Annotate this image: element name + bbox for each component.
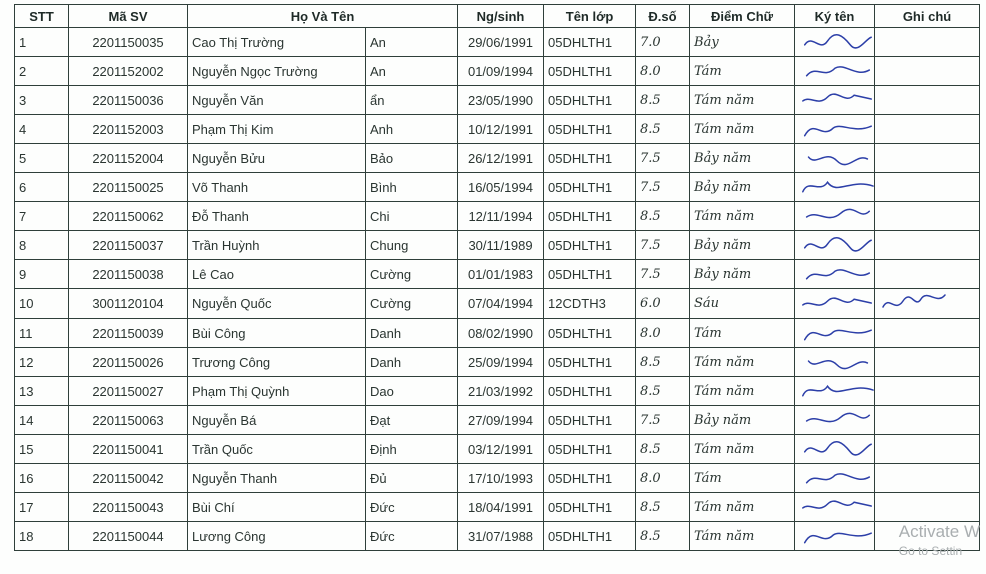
row-score: 8.5 bbox=[636, 522, 690, 551]
row-note bbox=[875, 144, 980, 173]
row-signature bbox=[795, 260, 875, 289]
row-note bbox=[875, 377, 980, 406]
row-given-name: Bảo bbox=[366, 144, 458, 173]
row-score: 8.5 bbox=[636, 493, 690, 522]
row-signature bbox=[795, 202, 875, 231]
row-score: 8.5 bbox=[636, 115, 690, 144]
signature-scribble-icon bbox=[799, 436, 875, 462]
row-score: 8.5 bbox=[636, 202, 690, 231]
roster-body bbox=[15, 28, 980, 551]
row-dob: 01/09/1994 bbox=[458, 57, 544, 86]
row-score-words: Tám năm bbox=[690, 377, 795, 406]
table-row bbox=[15, 144, 980, 173]
row-signature bbox=[795, 86, 875, 115]
row-signature bbox=[795, 144, 875, 173]
row-score: 8.0 bbox=[636, 319, 690, 348]
row-note bbox=[875, 319, 980, 348]
row-family-name: Trần Huỳnh bbox=[188, 231, 366, 260]
row-student-id: 2201152003 bbox=[69, 115, 188, 144]
row-stt: 18 bbox=[15, 522, 69, 551]
row-family-name: Lê Cao bbox=[188, 260, 366, 289]
row-student-id: 2201150044 bbox=[69, 522, 188, 551]
row-given-name: Đức bbox=[366, 522, 458, 551]
header-score: Đ.số bbox=[636, 5, 690, 28]
watermark-line-2: Go to Settin bbox=[898, 544, 963, 558]
student-roster-table bbox=[14, 4, 980, 551]
row-stt: 7 bbox=[15, 202, 69, 231]
signature-scribble-icon bbox=[799, 378, 875, 404]
row-dob: 26/12/1991 bbox=[458, 144, 544, 173]
row-score: 8.5 bbox=[636, 348, 690, 377]
row-family-name: Phạm Thị Kim bbox=[188, 115, 366, 144]
row-note bbox=[875, 86, 980, 115]
row-signature bbox=[795, 522, 875, 551]
table-row bbox=[15, 28, 980, 57]
row-stt: 12 bbox=[15, 348, 69, 377]
table-row bbox=[15, 57, 980, 86]
table-row bbox=[15, 289, 980, 319]
row-signature bbox=[795, 231, 875, 260]
row-score: 6.0 bbox=[636, 289, 690, 319]
row-note bbox=[875, 28, 980, 57]
row-given-name: An bbox=[366, 28, 458, 57]
table-row bbox=[15, 173, 980, 202]
row-family-name: Cao Thị Trường bbox=[188, 28, 366, 57]
row-score: 7.5 bbox=[636, 406, 690, 435]
row-signature bbox=[795, 173, 875, 202]
row-score-words: Bảy năm bbox=[690, 260, 795, 289]
row-given-name: Dao bbox=[366, 377, 458, 406]
table-row bbox=[15, 86, 980, 115]
row-stt: 5 bbox=[15, 144, 69, 173]
row-stt: 11 bbox=[15, 319, 69, 348]
table-row bbox=[15, 493, 980, 522]
row-signature bbox=[795, 493, 875, 522]
row-class: 05DHLTH1 bbox=[544, 260, 636, 289]
table-row bbox=[15, 115, 980, 144]
signature-scribble-icon bbox=[799, 291, 875, 317]
row-dob: 23/05/1990 bbox=[458, 86, 544, 115]
table-row bbox=[15, 464, 980, 493]
row-note bbox=[875, 173, 980, 202]
row-given-name: Cường bbox=[366, 260, 458, 289]
watermark-line-1: Activate W bbox=[898, 522, 980, 541]
row-class: 05DHLTH1 bbox=[544, 173, 636, 202]
row-stt: 13 bbox=[15, 377, 69, 406]
row-score: 8.5 bbox=[636, 435, 690, 464]
row-given-name: Chung bbox=[366, 231, 458, 260]
header-full-name: Họ Và Tên bbox=[188, 5, 458, 28]
signature-scribble-icon bbox=[799, 523, 875, 549]
row-class: 05DHLTH1 bbox=[544, 319, 636, 348]
row-family-name: Đỗ Thanh bbox=[188, 202, 366, 231]
header-student-id: Mã SV bbox=[69, 5, 188, 28]
row-score: 7.5 bbox=[636, 260, 690, 289]
row-signature bbox=[795, 28, 875, 57]
row-stt: 6 bbox=[15, 173, 69, 202]
row-class: 05DHLTH1 bbox=[544, 144, 636, 173]
signature-scribble-icon bbox=[799, 349, 875, 375]
row-student-id: 2201150039 bbox=[69, 319, 188, 348]
table-row bbox=[15, 406, 980, 435]
row-class: 05DHLTH1 bbox=[544, 522, 636, 551]
row-signature bbox=[795, 319, 875, 348]
row-score-words: Bảy năm bbox=[690, 406, 795, 435]
row-student-id: 2201150042 bbox=[69, 464, 188, 493]
header-row bbox=[15, 5, 980, 28]
row-dob: 30/11/1989 bbox=[458, 231, 544, 260]
row-student-id: 2201150036 bbox=[69, 86, 188, 115]
row-dob: 18/04/1991 bbox=[458, 493, 544, 522]
row-note bbox=[875, 406, 980, 435]
row-given-name: Danh bbox=[366, 319, 458, 348]
table-row bbox=[15, 319, 980, 348]
signature-scribble-icon bbox=[799, 174, 875, 200]
row-score-words: Bảy bbox=[690, 28, 795, 57]
row-dob: 03/12/1991 bbox=[458, 435, 544, 464]
row-score-words: Tám năm bbox=[690, 86, 795, 115]
row-class: 05DHLTH1 bbox=[544, 231, 636, 260]
row-stt: 14 bbox=[15, 406, 69, 435]
row-signature bbox=[795, 57, 875, 86]
signature-scribble-icon bbox=[799, 407, 875, 433]
row-dob: 29/06/1991 bbox=[458, 28, 544, 57]
row-student-id: 2201150025 bbox=[69, 173, 188, 202]
row-stt: 3 bbox=[15, 86, 69, 115]
row-student-id: 2201150037 bbox=[69, 231, 188, 260]
row-score-words: Bảy năm bbox=[690, 144, 795, 173]
row-score: 8.0 bbox=[636, 57, 690, 86]
row-dob: 07/04/1994 bbox=[458, 289, 544, 319]
row-family-name: Nguyễn Bửu bbox=[188, 144, 366, 173]
row-dob: 25/09/1994 bbox=[458, 348, 544, 377]
row-signature bbox=[795, 348, 875, 377]
row-stt: 1 bbox=[15, 28, 69, 57]
row-dob: 01/01/1983 bbox=[458, 260, 544, 289]
row-family-name: Nguyễn Bá bbox=[188, 406, 366, 435]
row-family-name: Lương Công bbox=[188, 522, 366, 551]
row-student-id: 2201150026 bbox=[69, 348, 188, 377]
row-note bbox=[875, 57, 980, 86]
row-signature bbox=[795, 289, 875, 319]
row-student-id: 2201152004 bbox=[69, 144, 188, 173]
row-family-name: Bùi Chí bbox=[188, 493, 366, 522]
note-scribble-icon bbox=[879, 289, 949, 315]
signature-scribble-icon bbox=[799, 145, 875, 171]
row-score-words: Tám năm bbox=[690, 348, 795, 377]
row-given-name: Anh bbox=[366, 115, 458, 144]
signature-scribble-icon bbox=[799, 232, 875, 258]
row-family-name: Nguyễn Ngọc Trường bbox=[188, 57, 366, 86]
row-class: 05DHLTH1 bbox=[544, 86, 636, 115]
row-note bbox=[875, 231, 980, 260]
row-given-name: Đủ bbox=[366, 464, 458, 493]
row-given-name: Bình bbox=[366, 173, 458, 202]
row-given-name: Đức bbox=[366, 493, 458, 522]
table-row bbox=[15, 202, 980, 231]
header-score-words: Điểm Chữ bbox=[690, 5, 795, 28]
row-score-words: Tám bbox=[690, 464, 795, 493]
row-given-name: Định bbox=[366, 435, 458, 464]
table-row bbox=[15, 377, 980, 406]
row-dob: 27/09/1994 bbox=[458, 406, 544, 435]
row-class: 05DHLTH1 bbox=[544, 435, 636, 464]
row-student-id: 2201150062 bbox=[69, 202, 188, 231]
row-class: 05DHLTH1 bbox=[544, 202, 636, 231]
row-student-id: 3001120104 bbox=[69, 289, 188, 319]
row-score-words: Tám năm bbox=[690, 202, 795, 231]
row-stt: 2 bbox=[15, 57, 69, 86]
row-signature bbox=[795, 464, 875, 493]
row-note bbox=[875, 115, 980, 144]
header-signature: Ký tên bbox=[795, 5, 875, 28]
row-student-id: 2201150043 bbox=[69, 493, 188, 522]
row-student-id: 2201150038 bbox=[69, 260, 188, 289]
activation-watermark bbox=[899, 521, 980, 559]
row-student-id: 2201150063 bbox=[69, 406, 188, 435]
table-row bbox=[15, 231, 980, 260]
signature-scribble-icon bbox=[799, 494, 875, 520]
row-given-name: Chi bbox=[366, 202, 458, 231]
row-note bbox=[875, 435, 980, 464]
row-dob: 21/03/1992 bbox=[458, 377, 544, 406]
row-signature bbox=[795, 115, 875, 144]
row-dob: 31/07/1988 bbox=[458, 522, 544, 551]
row-class: 05DHLTH1 bbox=[544, 464, 636, 493]
signature-scribble-icon bbox=[799, 87, 875, 113]
row-class: 05DHLTH1 bbox=[544, 348, 636, 377]
signature-scribble-icon bbox=[799, 465, 875, 491]
row-score: 7.5 bbox=[636, 173, 690, 202]
row-note bbox=[875, 348, 980, 377]
row-note bbox=[875, 493, 980, 522]
row-note bbox=[875, 202, 980, 231]
row-class: 05DHLTH1 bbox=[544, 493, 636, 522]
row-stt: 9 bbox=[15, 260, 69, 289]
row-stt: 17 bbox=[15, 493, 69, 522]
row-class: 05DHLTH1 bbox=[544, 377, 636, 406]
row-student-id: 2201150041 bbox=[69, 435, 188, 464]
row-class: 05DHLTH1 bbox=[544, 28, 636, 57]
table-row bbox=[15, 522, 980, 551]
row-note bbox=[875, 260, 980, 289]
signature-scribble-icon bbox=[799, 58, 875, 84]
row-score-words: Bảy năm bbox=[690, 173, 795, 202]
row-family-name: Nguyễn Thanh bbox=[188, 464, 366, 493]
row-score-words: Tám bbox=[690, 57, 795, 86]
table-row bbox=[15, 435, 980, 464]
row-dob: 10/12/1991 bbox=[458, 115, 544, 144]
signature-scribble-icon bbox=[799, 203, 875, 229]
row-signature bbox=[795, 377, 875, 406]
header-class: Tên lớp bbox=[544, 5, 636, 28]
row-score: 8.5 bbox=[636, 377, 690, 406]
table-row bbox=[15, 348, 980, 377]
header-stt: STT bbox=[15, 5, 69, 28]
row-class: 05DHLTH1 bbox=[544, 406, 636, 435]
row-score: 8.0 bbox=[636, 464, 690, 493]
row-family-name: Phạm Thị Quỳnh bbox=[188, 377, 366, 406]
row-stt: 4 bbox=[15, 115, 69, 144]
row-given-name: Đạt bbox=[366, 406, 458, 435]
row-dob: 17/10/1993 bbox=[458, 464, 544, 493]
row-family-name: Nguyễn Quốc bbox=[188, 289, 366, 319]
row-given-name: Danh bbox=[366, 348, 458, 377]
signature-scribble-icon bbox=[799, 261, 875, 287]
row-given-name: An bbox=[366, 57, 458, 86]
row-score-words: Sáu bbox=[690, 289, 795, 319]
row-score: 7.5 bbox=[636, 144, 690, 173]
row-score-words: Tám năm bbox=[690, 435, 795, 464]
row-score-words: Tám năm bbox=[690, 115, 795, 144]
row-family-name: Võ Thanh bbox=[188, 173, 366, 202]
signature-scribble-icon bbox=[799, 116, 875, 142]
signature-scribble-icon bbox=[799, 320, 875, 346]
row-family-name: Bùi Công bbox=[188, 319, 366, 348]
row-given-name: ẩn bbox=[366, 86, 458, 115]
row-signature bbox=[795, 406, 875, 435]
row-score: 7.5 bbox=[636, 231, 690, 260]
row-stt: 15 bbox=[15, 435, 69, 464]
header-dob: Ng/sinh bbox=[458, 5, 544, 28]
row-stt: 16 bbox=[15, 464, 69, 493]
row-family-name: Trần Quốc bbox=[188, 435, 366, 464]
row-student-id: 2201150035 bbox=[69, 28, 188, 57]
row-student-id: 2201150027 bbox=[69, 377, 188, 406]
row-family-name: Nguyễn Văn bbox=[188, 86, 366, 115]
row-family-name: Trương Công bbox=[188, 348, 366, 377]
row-score-words: Tám năm bbox=[690, 522, 795, 551]
row-note bbox=[875, 464, 980, 493]
row-dob: 12/11/1994 bbox=[458, 202, 544, 231]
row-class: 12CDTH3 bbox=[544, 289, 636, 319]
row-stt: 10 bbox=[15, 289, 69, 319]
row-dob: 08/02/1990 bbox=[458, 319, 544, 348]
table-row bbox=[15, 260, 980, 289]
row-score-words: Bảy năm bbox=[690, 231, 795, 260]
row-score: 8.5 bbox=[636, 86, 690, 115]
row-score: 7.0 bbox=[636, 28, 690, 57]
row-class: 05DHLTH1 bbox=[544, 115, 636, 144]
row-class: 05DHLTH1 bbox=[544, 57, 636, 86]
header-note: Ghi chú bbox=[875, 5, 980, 28]
row-given-name: Cường bbox=[366, 289, 458, 319]
row-score-words: Tám bbox=[690, 319, 795, 348]
row-dob: 16/05/1994 bbox=[458, 173, 544, 202]
signature-scribble-icon bbox=[799, 29, 875, 55]
row-signature bbox=[795, 435, 875, 464]
row-score-words: Tám năm bbox=[690, 493, 795, 522]
row-stt: 8 bbox=[15, 231, 69, 260]
row-note bbox=[875, 289, 980, 319]
row-student-id: 2201152002 bbox=[69, 57, 188, 86]
